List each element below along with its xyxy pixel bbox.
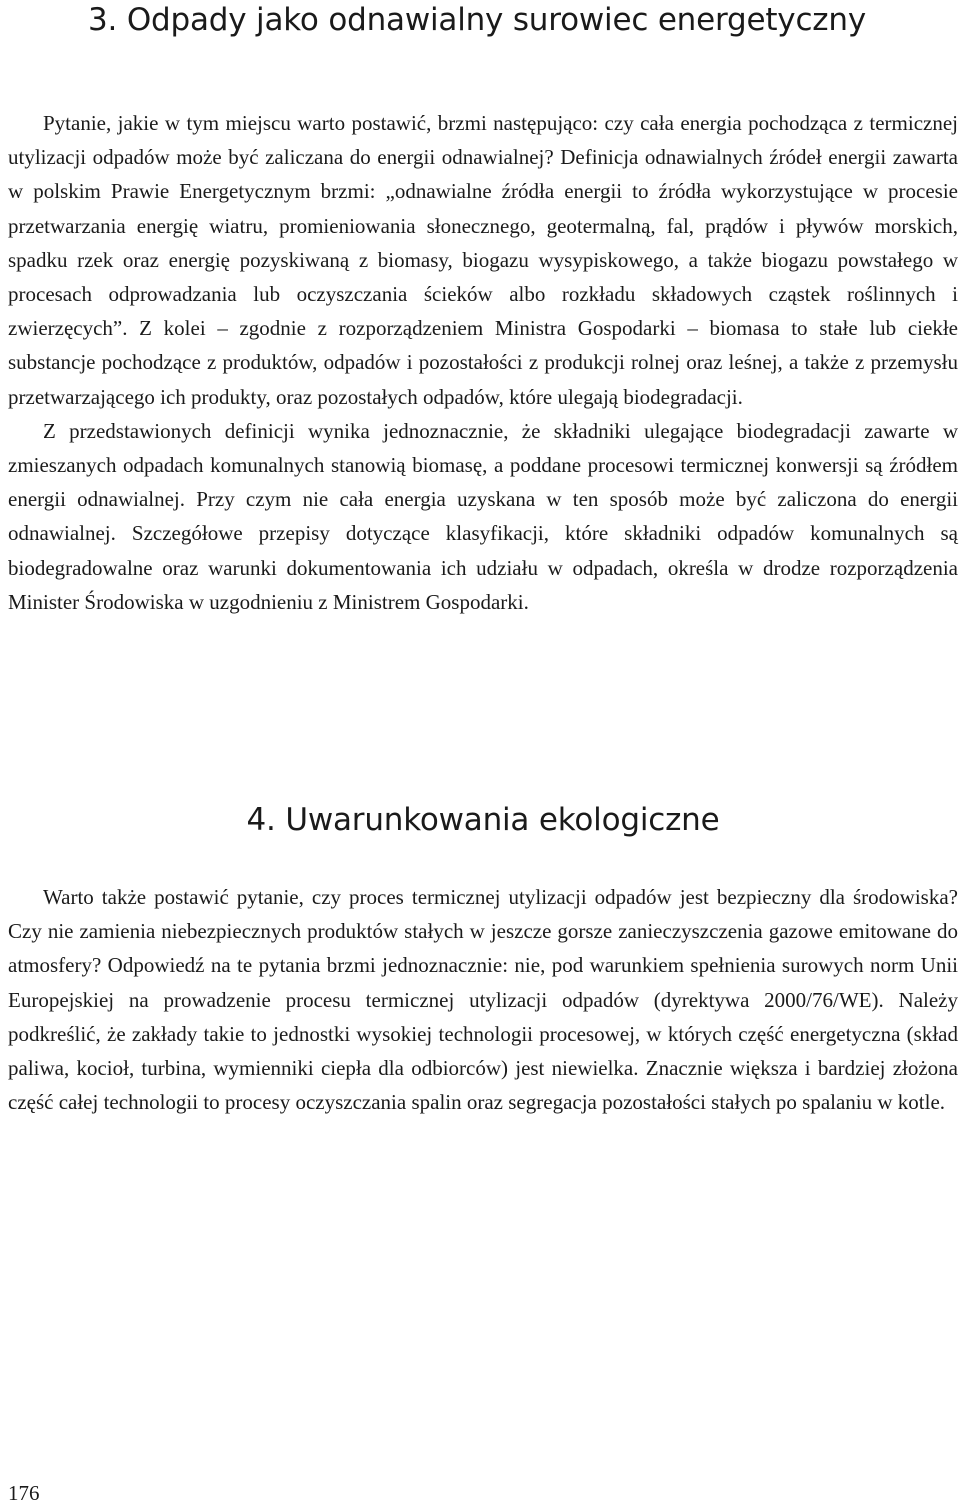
section-3-body bbox=[8, 106, 958, 619]
section-3-heading: 3. Odpady jako odnawialny surowiec energetyczny bbox=[88, 2, 866, 38]
section-4-heading: 4. Uwarunkowania ekologiczne bbox=[246, 802, 720, 838]
document-page bbox=[8, 0, 958, 1511]
section-3-paragraph-1: Pytanie, jakie w tym miejscu warto postawić, brzmi następująco: czy cała energia pochodząca z termicznej utylizacji odpadów może być zaliczana do energii odnawialnej? Definicja odnawialnych źródeł energii zawarta w polskim Prawie Energetycznym brzmi: „odnawialne źródła energii to źródła wykorzystujące w procesie przetwarzania energię wiatru, promieniowania słonecznego, geotermalną, fal, prądów i pływów morskich, spadku rzek oraz energię pozyskiwaną z biomasy, biogazu wysypiskowego, a także biogazu powstałego w procesach odprowadzania lub oczyszczania ścieków albo rozkładu składowych cząstek roślinnych i zwierzęcych”. Z kolei – zgodnie z rozporządzeniem Ministra Gospodarki – biomasa to stałe lub ciekłe substancje pochodzące z produktów, odpadów i pozostałości z produkcji rolnej oraz leśnej, a także z przemysłu przetwarzającego ich produkty, oraz pozostałych odpadów, które ulegają biodegradacji. bbox=[8, 111, 958, 409]
section-4-paragraph-1: Warto także postawić pytanie, czy proces termicznej utylizacji odpadów jest bezpieczny dla środowiska? Czy nie zamienia niebezpiecznych produktów stałych w jeszcze gorsze zanieczyszczenia gazowe emitowane do atmosfery? Odpowiedź na te pytania brzmi jednoznacznie: nie, pod warunkiem spełnienia surowych norm Unii Europejskiej na prowadzenie procesu termicznej utylizacji odpadów (dyrektywa 2000/76/WE). Należy podkreślić, że zakłady takie to jednostki wysokiej technologii procesowej, w których część energetyczna (skład paliwa, kocioł, turbina, wymienniki ciepła dla odbiorców) jest niewielka. Znacznie większa i bardziej złożona część całej technologii to procesy oczyszczania spalin oraz segregacja pozostałości stałych po spalaniu w kotle. bbox=[8, 885, 958, 1115]
section-3-paragraph-2: Z przedstawionych definicji wynika jednoznacznie, że składniki ulegające biodegradacji zawarte w zmieszanych odpadach komunalnych stanowią biomasę, a poddane procesowi termicznej konwersji są źródłem energii odnawialnej. Przy czym nie cała energia uzyskana w ten sposób może być zaliczona do energii odnawialnej. Szczegółowe przepisy dotyczące klasyfikacji, które składniki odpadów komunalnych są biodegradowalne oraz warunki dokumentowania ich udziału w odpadach, określa w drodze rozporządzenia Minister Środowiska w uzgodnieniu z Ministrem Gospodarki. bbox=[8, 418, 958, 614]
section-4-body bbox=[8, 880, 958, 1119]
page-number: 176 bbox=[8, 1481, 40, 1505]
